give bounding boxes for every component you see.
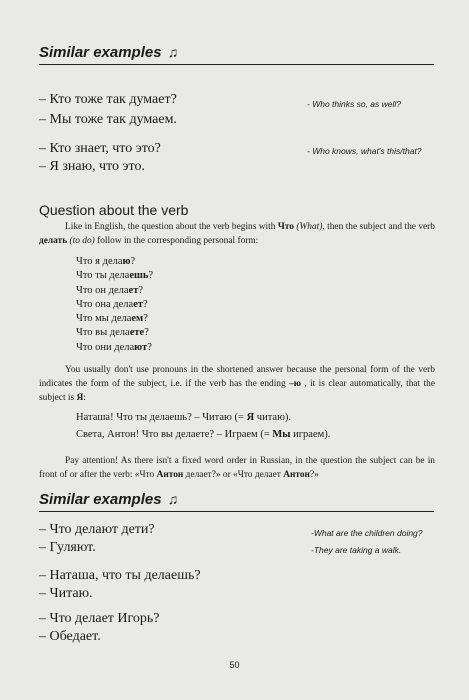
conjugation-list <box>76 255 153 355</box>
example-sentence: Света, Антон! Что вы делаете? – Играем (= Мы играем). <box>76 429 331 440</box>
example-line: – Что делают дети? <box>39 522 155 537</box>
translation: - Who thinks so, as well? <box>307 99 402 109</box>
page-number: 50 <box>229 660 240 670</box>
conjugation-row: Что они делают? <box>76 341 152 353</box>
example-line: – Читаю. <box>39 586 93 601</box>
paragraph-pronouns: You usually don't use pronouns in the shortened answer because the personal form of the verb indicates the form of the subject, i.e. if the verb has the ending –ю , it is clear automatically, that the subject is Я: <box>39 365 435 403</box>
example-line: – Гуляют. <box>39 540 96 555</box>
conjugation-row: Что она делает? <box>76 298 148 310</box>
translation: -They are taking a walk. <box>311 545 402 555</box>
conjugation-row: Что я делаю? <box>76 256 136 267</box>
example-line: – Обедает. <box>39 629 101 644</box>
translation: -What are the children doing? <box>311 528 423 538</box>
example-line: – Я знаю, что это. <box>39 159 145 174</box>
example-line: – Наташа, что ты делаешь? <box>39 568 201 583</box>
example-line: – Кто знает, что это? <box>39 141 161 156</box>
example-line: – Мы тоже так думаем. <box>39 112 177 127</box>
example-line: – Что делает Игорь? <box>39 611 160 626</box>
conjugation-row: Что вы делаете? <box>76 327 149 339</box>
conjugation-row: Что мы делаем? <box>76 313 148 325</box>
paragraph-word-order: Pay attention! As there isn't a fixed word order in Russian, in the question the subject can be in front of or after the verb: «Что Антон делает?» or «Что делает Антон?» <box>39 456 435 480</box>
heading-text: Similar examples <box>39 491 162 508</box>
heading-text: Similar examples <box>39 44 162 61</box>
conjugation-row: Что ты делаешь? <box>76 270 154 282</box>
conjugation-row: Что он делает? <box>76 284 144 296</box>
paragraph-intro: Like in English, the question about the verb begins with Что (What), then the subject and the verb делать (to do) follow in the corresponding personal form: <box>39 222 435 246</box>
example-sentence: Наташа! Что ты делаешь? – Читаю (= Я читаю). <box>76 412 292 423</box>
music-note-icon: ♫ <box>167 491 179 507</box>
music-note-icon: ♫ <box>167 44 179 60</box>
similar-examples-heading <box>39 491 434 512</box>
section-title: Question about the verb <box>39 202 189 218</box>
translation: - Who knows, what's this/that? <box>307 146 422 156</box>
similar-examples-heading <box>39 44 434 65</box>
example-line: – Кто тоже так думает? <box>39 92 177 107</box>
